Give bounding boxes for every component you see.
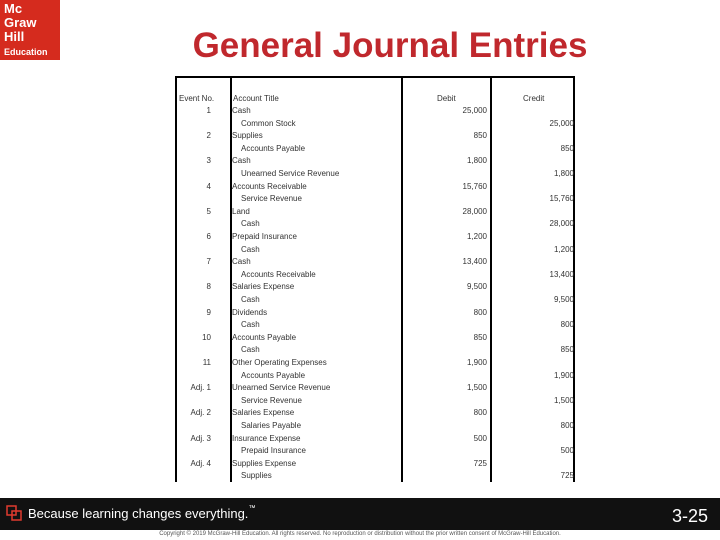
header-account: Account Title	[233, 94, 279, 103]
account-title: Land	[232, 206, 250, 216]
debit-amount: 1,800	[466, 156, 487, 166]
credit-amount: 28,000	[549, 219, 574, 229]
account-title: Cash	[241, 219, 260, 229]
credit-amount: 850	[560, 345, 574, 355]
account-title: Insurance Expense	[232, 433, 301, 443]
credit-amount: 800	[560, 421, 574, 430]
debit-amount: 850	[473, 332, 487, 342]
debit-amount: 800	[473, 307, 487, 317]
credit-amount: 1,900	[553, 370, 574, 380]
debit-amount: 25,000	[462, 106, 487, 115]
account-title: Prepaid Insurance	[232, 232, 297, 241]
slide-number: 3-25	[671, 506, 708, 526]
account-title: Common Stock	[241, 118, 296, 128]
credit-amount: 1,200	[553, 244, 574, 254]
account-title: Accounts Receivable	[241, 269, 316, 279]
event-number: 6	[206, 232, 211, 241]
account-title: Cash	[241, 244, 260, 254]
credit-amount: 15,760	[549, 194, 574, 204]
account-title: Unearned Service Revenue	[232, 383, 331, 393]
debit-amount: 1,200	[466, 232, 487, 241]
account-title: Supplies	[241, 471, 272, 481]
credit-amount: 13,400	[549, 269, 574, 279]
event-number: 8	[206, 282, 211, 292]
journal-table	[175, 76, 575, 482]
logo-line-4: Education	[4, 47, 48, 57]
debit-amount: 1,500	[466, 383, 487, 393]
table-top-border	[175, 76, 575, 78]
header-credit: Credit	[523, 94, 545, 103]
credit-amount: 25,000	[549, 118, 574, 128]
credit-amount: 1,800	[553, 169, 574, 178]
logo-line-2: Graw	[4, 15, 37, 30]
event-number: 3	[206, 156, 211, 166]
debit-amount: 28,000	[462, 206, 487, 216]
credit-amount: 850	[560, 143, 574, 153]
credit-amount: 800	[560, 320, 574, 330]
account-title: Cash	[232, 156, 251, 166]
header-debit: Debit	[437, 94, 456, 103]
account-title: Accounts Payable	[241, 143, 306, 153]
credit-amount: 9,500	[553, 295, 574, 304]
event-number: 2	[206, 131, 211, 141]
copyright-notice: Copyright © 2019 McGraw-Hill Education. All rights reserved. No reproduction or distribution without the prior written consent of McGraw-Hill Education.	[159, 531, 561, 537]
account-title: Supplies	[232, 131, 263, 141]
credit-amount: 1,500	[553, 395, 574, 405]
account-title: Prepaid Insurance	[241, 446, 306, 456]
brand-mark-icon	[6, 503, 26, 523]
account-title: Cash	[232, 257, 251, 267]
debit-amount: 725	[473, 458, 487, 468]
account-title: Unearned Service Revenue	[241, 169, 340, 178]
debit-amount: 850	[473, 131, 487, 141]
account-title: Cash	[241, 295, 260, 304]
debit-amount: 9,500	[466, 282, 487, 292]
footer-slogan	[6, 501, 255, 525]
account-title: Other Operating Expenses	[232, 358, 327, 367]
event-number: 4	[206, 181, 211, 191]
header-event: Event No.	[179, 94, 215, 103]
debit-amount: 1,900	[466, 358, 487, 367]
account-title: Cash	[241, 345, 260, 355]
logo-line-3: Hill	[4, 29, 25, 44]
account-title: Service Revenue	[241, 194, 302, 204]
event-number: 5	[206, 206, 211, 216]
event-number: Adj. 1	[190, 383, 211, 393]
event-number: Adj. 2	[190, 408, 211, 418]
account-title: Accounts Payable	[241, 370, 306, 380]
event-number: Adj. 4	[190, 458, 211, 468]
debit-amount: 800	[473, 408, 487, 418]
account-title: Cash	[241, 320, 260, 330]
slogan-text: Because learning changes everything.	[28, 505, 249, 521]
event-number: Adj. 3	[190, 433, 211, 443]
debit-amount: 13,400	[462, 257, 487, 267]
account-title: Service Revenue	[241, 395, 302, 405]
event-number: 9	[206, 307, 211, 317]
event-number: 11	[202, 358, 211, 367]
account-title: Salaries Payable	[241, 421, 302, 430]
account-title: Salaries Expense	[232, 282, 295, 292]
account-title: Dividends	[232, 307, 268, 317]
page-title: General Journal Entries	[192, 26, 588, 65]
event-number: 7	[206, 257, 211, 267]
trademark: ™	[248, 505, 256, 512]
account-title: Supplies Expense	[232, 458, 297, 468]
account-title: Accounts Payable	[232, 332, 297, 342]
debit-amount: 500	[473, 433, 487, 443]
account-title: Salaries Expense	[232, 408, 295, 418]
credit-amount: 725	[560, 471, 574, 481]
account-title: Cash	[232, 106, 251, 115]
event-number: 10	[202, 332, 211, 342]
logo-line-1: Mc	[4, 1, 23, 16]
debit-amount: 15,760	[462, 181, 487, 191]
event-number: 1	[206, 106, 211, 115]
account-title: Accounts Receivable	[232, 181, 307, 191]
credit-amount: 500	[560, 446, 574, 456]
